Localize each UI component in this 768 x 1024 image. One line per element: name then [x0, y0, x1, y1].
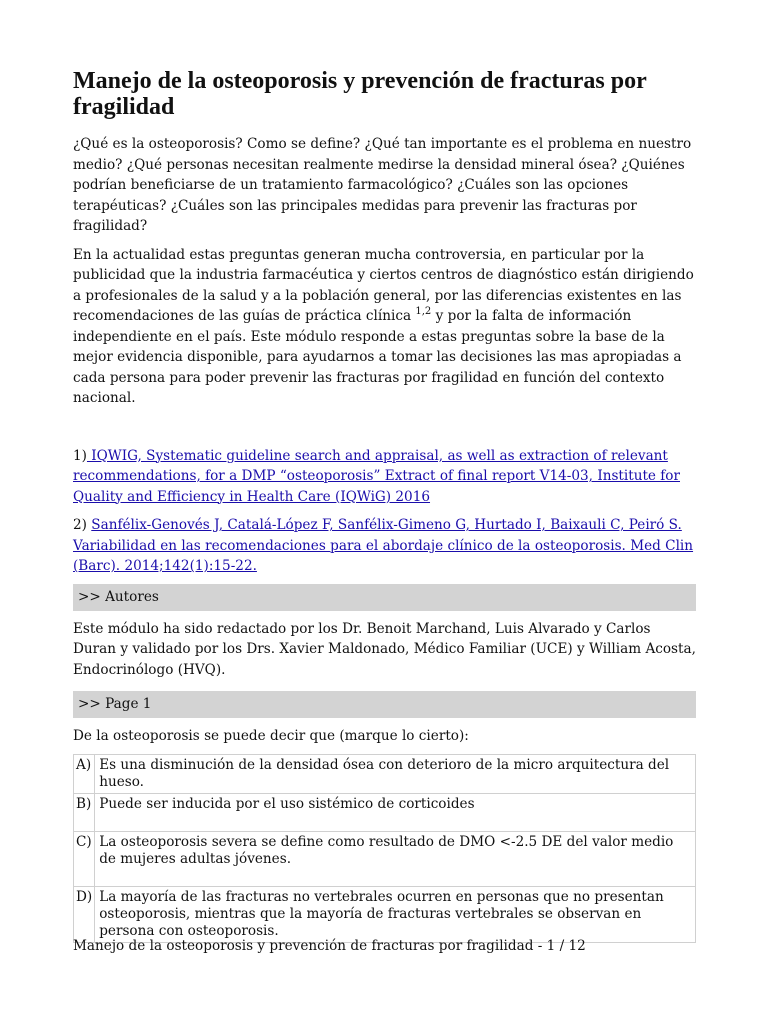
- option-text: Es una disminución de la densidad ósea con deterioro de la micro arquitectura del hueso.: [95, 754, 696, 793]
- page-footer: Manejo de la osteoporosis y prevención de fracturas por fragilidad - 1 / 12: [73, 938, 586, 954]
- authors-section-bar[interactable]: >> Autores: [73, 584, 696, 611]
- description-part1: En la actualidad estas preguntas generan mucha controversia, en particular por la publicidad que la industria farmacéutica y ciertos centros de diagnóstico están dirigiendo a profesionales de la salud y a la población general, por las diferencias existentes en las recomendaciones de las guías de práctica clínica: [73, 246, 694, 324]
- reference-1-number: 1): [73, 447, 87, 464]
- page-1-section-bar[interactable]: >> Page 1: [73, 691, 696, 718]
- reference-2: [73, 515, 696, 577]
- citation-superscript: 1,2: [415, 306, 432, 317]
- option-row-c[interactable]: [74, 831, 696, 886]
- description-part2: y por la falta de información independiente en el país. Este módulo responde a estas preguntas sobre la base de la mejor evidencia disponible, para ayudarnos a tomar las decisiones las mas apropiadas a cada persona para poder prevenir las fracturas por fragilidad en función del contexto nacional.: [73, 308, 682, 406]
- option-letter: D): [74, 886, 95, 942]
- document-page: [73, 68, 696, 943]
- option-row-d[interactable]: [74, 886, 696, 942]
- option-text: La osteoporosis severa se define como resultado de DMO <-2.5 DE del valor medio de mujeres adultas jóvenes.: [95, 831, 696, 886]
- option-letter: A): [74, 754, 95, 793]
- option-text: La mayoría de las fracturas no vertebrales ocurren en personas que no presentan osteoporosis, mientras que la mayoría de fracturas vertebrales se observan en persona con osteoporosis.: [95, 886, 696, 942]
- reference-1-link[interactable]: IQWIG, Systematic guideline search and appraisal, as well as extraction of relevant recommendations, for a DMP “osteoporosis” Extract of final report V14-03, Institute for Quality and Efficiency in Health Care (IQWiG) 2016: [73, 447, 680, 505]
- description-paragraph: [73, 245, 696, 409]
- authors-text: Este módulo ha sido redactado por los Dr. Benoit Marchand, Luis Alvarado y Carlos Duran y validado por los Drs. Xavier Maldonado, Médico Familiar (UCE) y William Acosta, Endocrinólogo (HVQ).: [73, 620, 696, 678]
- page-title: Manejo de la osteoporosis y prevención de fracturas por fragilidad: [73, 68, 647, 120]
- intro-paragraph: ¿Qué es la osteoporosis? Como se define? ¿Qué tan importante es el problema en nuestro medio? ¿Qué personas necesitan realmente medirse la densidad mineral ósea? ¿Quiénes podrían beneficiarse de un tratamiento farmacológico? ¿Cuáles son las opciones terapéuticas? ¿Cuáles son las principales medidas para prevenir las fracturas por fragilidad?: [73, 136, 692, 234]
- option-letter: B): [74, 793, 95, 831]
- option-letter: C): [74, 831, 95, 886]
- option-row-a[interactable]: [74, 754, 696, 793]
- option-text: Puede ser inducida por el uso sistémico de corticoides: [95, 793, 696, 831]
- answer-options-table: [73, 754, 696, 943]
- question-text: De la osteoporosis se puede decir que (marque lo cierto):: [73, 728, 469, 744]
- option-row-b[interactable]: [74, 793, 696, 831]
- reference-2-number: 2): [73, 517, 92, 533]
- reference-2-link[interactable]: Sanfélix-Genovés J, Catalá-López F, Sanfélix-Gimeno G, Hurtado I, Baixauli C, Peiró S. Variabilidad en las recomendaciones para el abordaje clínico de la osteoporosis. Med Clin (Barc). 2014;142(1):15-22.: [73, 517, 694, 574]
- reference-1: [73, 446, 696, 508]
